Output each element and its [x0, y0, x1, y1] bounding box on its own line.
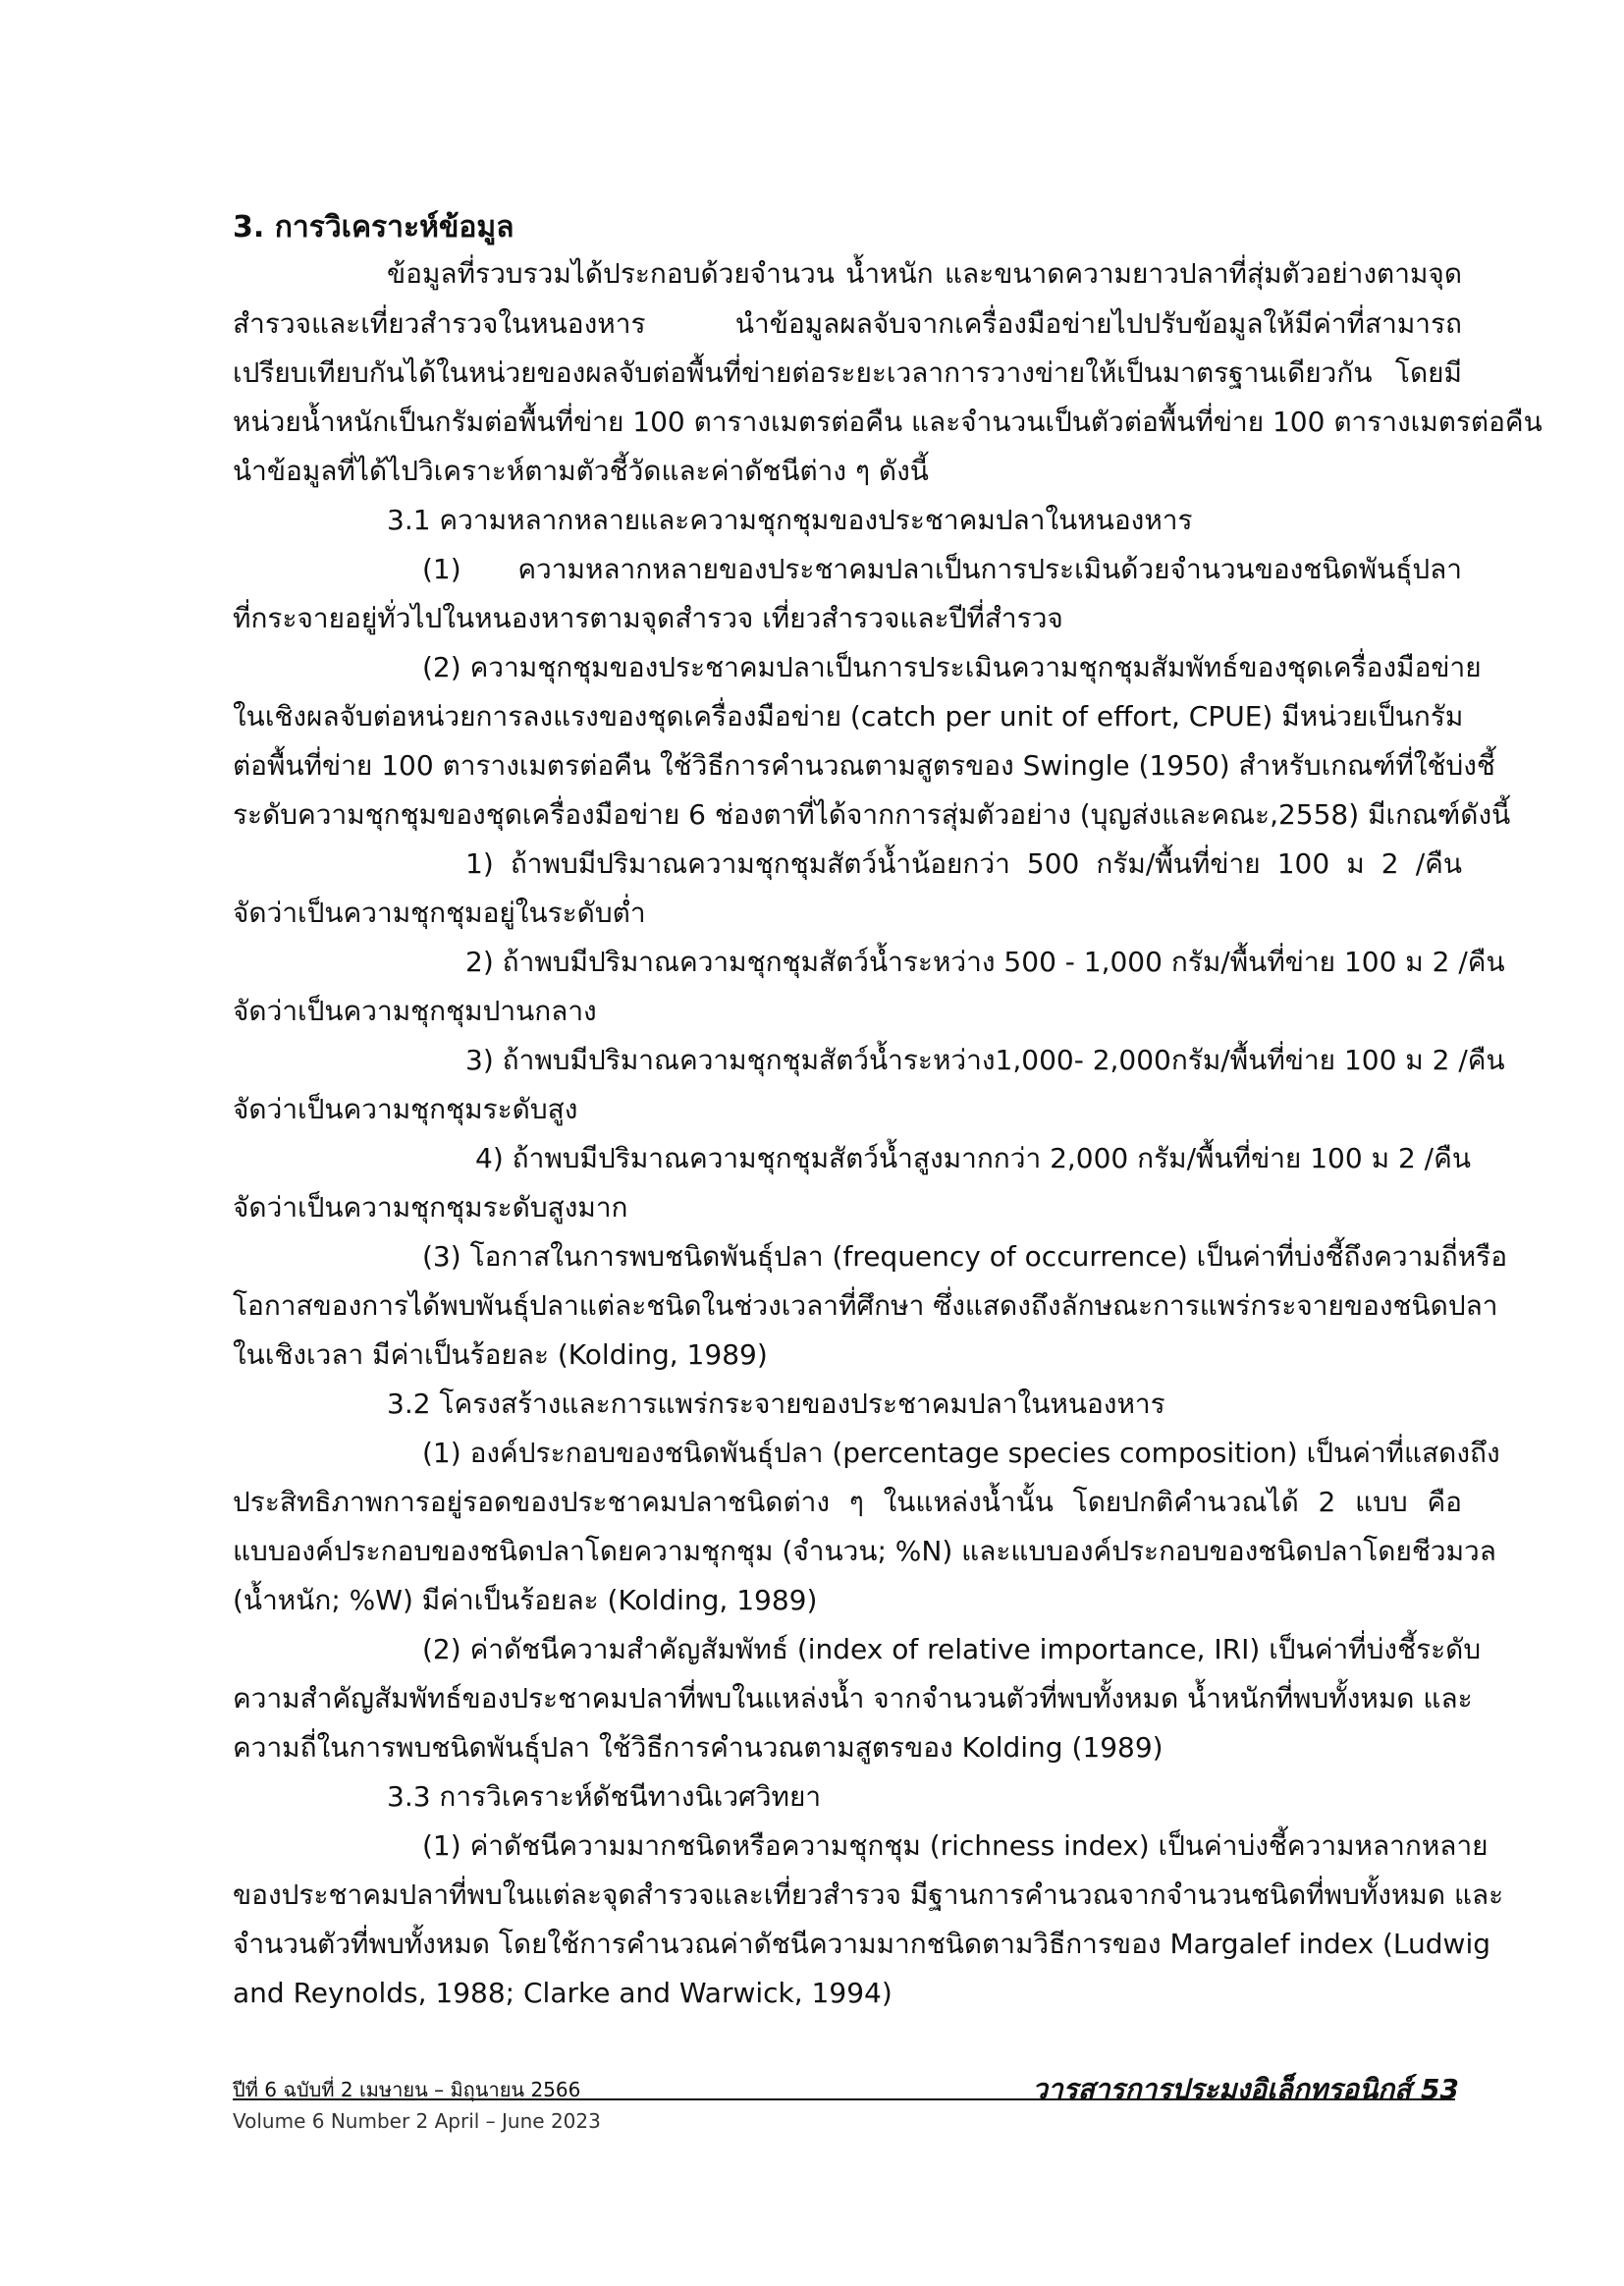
subsection-heading: 3.3 การวิเคราะห์ดัชนีทางนิเวศวิทยา — [387, 1780, 822, 1813]
footer-journal-title: วารสารการประมงอิเล็กทรอนิกส์ 53 — [1032, 2073, 1459, 2105]
paragraph-line: ความสำคัญสัมพัทธ์ของประชาคมปลาที่พบในแหล่งน้ำ จากจำนวนตัวที่พบทั้งหมด น้ำหนักที่พบทั้งหมด และ — [233, 1682, 1473, 1714]
paragraph-line: ข้อมูลที่รวบรวมได้ประกอบด้วยจำนวน น้ำหนัก และขนาดความยาวปลาที่สุ่มตัวอย่างตามจุด — [387, 257, 1462, 290]
paragraph-line: จำนวนตัวที่พบทั้งหมด โดยใช้การคำนวณค่าดัชนีความมากชนิดตามวิธีการของ Margalef index (Ludwig — [233, 1928, 1490, 1960]
criteria-line: จัดว่าเป็นความชุกชุมปานกลาง — [233, 995, 597, 1027]
paragraph-line: (1) ความหลากหลายของประชาคมปลาเป็นการประเมินด้วยจำนวนของชนิดพันธุ์ปลา — [422, 553, 1462, 585]
subsection-heading: 3.2 โครงสร้างและการแพร่กระจายของประชาคมปลาในหนองหาร — [387, 1388, 1165, 1420]
paragraph-line: ประสิทธิภาพการอยู่รอดของประชาคมปลาชนิดต่าง ๆ ในแหล่งน้ำนั้น โดยปกติคำนวณได้ 2 แบบ คือ — [233, 1486, 1462, 1518]
criteria-line: จัดว่าเป็นความชุกชุมระดับสูง — [233, 1093, 578, 1125]
paragraph-line: นำข้อมูลที่ได้ไปวิเคราะห์ตามตัวชี้วัดและค่าดัชนีต่าง ๆ ดังนี้ — [233, 455, 929, 487]
paragraph-line: (3) โอกาสในการพบชนิดพันธุ์ปลา (frequency of occurrence) เป็นค่าที่บ่งชี้ถึงความถี่หรือ — [422, 1240, 1508, 1273]
paragraph-line: (1) ค่าดัชนีความมากชนิดหรือความชุกชุม (richness index) เป็นค่าบ่งชี้ความหลากหลาย — [422, 1829, 1489, 1862]
paragraph-line: สำรวจและเที่ยวสำรวจในหนองหาร นำข้อมูลผลจับจากเครื่องมือข่ายไปปรับข้อมูลให้มีค่าที่สามารถ — [233, 307, 1462, 340]
paragraph-line: โอกาสของการได้พบพันธุ์ปลาแต่ละชนิดในช่วงเวลาที่ศึกษา ซึ่งแสดงถึงลักษณะการแพร่กระจายของชนิดปลา — [233, 1289, 1498, 1322]
paragraph-line: แบบองค์ประกอบของชนิดปลาโดยความชุกชุม (จำนวน; %N) และแบบองค์ประกอบของชนิดปลาโดยชีวมวล — [233, 1535, 1496, 1567]
criteria-line: 2) ถ้าพบมีปริมาณความชุกชุมสัตว์น้ำระหว่าง 500 - 1,000 กรัม/พื้นที่ข่าย 100 ม 2 /คืน — [465, 946, 1505, 978]
paragraph-line: หน่วยน้ำหนักเป็นกรัมต่อพื้นที่ข่าย 100 ตารางเมตรต่อคืน และจำนวนเป็นตัวต่อพื้นที่ข่าย 100 ตารางเมตรต่อคืน — [233, 406, 1543, 438]
paragraph-line: (2) ความชุกชุมของประชาคมปลาเป็นการประเมินความชุกชุมสัมพัทธ์ของชุดเครื่องมือข่าย — [422, 651, 1482, 683]
criteria-line: 4) ถ้าพบมีปริมาณความชุกชุมสัตว์น้ำสูงมากกว่า 2,000 กรัม/พื้นที่ข่าย 100 ม 2 /คืน — [475, 1142, 1471, 1174]
paragraph-line: ที่กระจายอยู่ทั่วไปในหนองหารตามจุดสำรวจ เที่ยวสำรวจและปีที่สำรวจ — [233, 602, 1063, 634]
paragraph-line: ในเชิงเวลา มีค่าเป็นร้อยละ (Kolding, 1989) — [233, 1338, 768, 1371]
footer-issue-english: Volume 6 Number 2 April – June 2023 — [233, 2109, 601, 2133]
criteria-line: 1) ถ้าพบมีปริมาณความชุกชุมสัตว์น้ำน้อยกว่า 500 กรัม/พื้นที่ข่าย 100 ม 2 /คืน — [465, 847, 1462, 880]
paragraph-line: ความถี่ในการพบชนิดพันธุ์ปลา ใช้วิธีการคำนวณตามสูตรของ Kolding (1989) — [233, 1731, 1164, 1764]
paragraph-line: ระดับความชุกชุมของชุดเครื่องมือข่าย 6 ช่องตาที่ได้จากการสุ่มตัวอย่าง (บุญส่งและคณะ,2558) มีเกณฑ์ดังนี้ — [233, 798, 1511, 831]
paragraph-line: and Reynolds, 1988; Clarke and Warwick, 1994) — [233, 1977, 893, 2009]
paragraph-line: ในเชิงผลจับต่อหน่วยการลงแรงของชุดเครื่องมือข่าย (catch per unit of effort, CPUE) มีหน่วยเป็นกรัม — [233, 700, 1464, 733]
paragraph-line: (2) ค่าดัชนีความสำคัญสัมพัทธ์ (index of relative importance, IRI) เป็นค่าที่บ่งชี้ระดับ — [422, 1633, 1482, 1665]
criteria-line: จัดว่าเป็นความชุกชุมอยู่ในระดับต่ำ — [233, 897, 646, 929]
paragraph-line: (น้ำหนัก; %W) มีค่าเป็นร้อยละ (Kolding, 1989) — [233, 1584, 818, 1616]
section-heading: 3. การวิเคราะห์ข้อมูล — [233, 210, 514, 245]
criteria-line: จัดว่าเป็นความชุกชุมระดับสูงมาก — [233, 1191, 628, 1224]
criteria-line: 3) ถ้าพบมีปริมาณความชุกชุมสัตว์น้ำระหว่าง1,000- 2,000กรัม/พื้นที่ข่าย 100 ม 2 /คืน — [465, 1044, 1505, 1076]
paragraph-line: เปรียบเทียบกันได้ในหน่วยของผลจับต่อพื้นที่ข่ายต่อระยะเวลาการวางข่ายให้เป็นมาตรฐานเดียวกัน โดยมี — [233, 356, 1462, 389]
paragraph-line: ของประชาคมปลาที่พบในแต่ละจุดสำรวจและเที่ยวสำรวจ มีฐานการคำนวณจากจำนวนชนิดที่พบทั้งหมด และ — [233, 1878, 1504, 1911]
paragraph-line: (1) องค์ประกอบของชนิดพันธุ์ปลา (percentage species composition) เป็นค่าที่แสดงถึง — [422, 1437, 1500, 1469]
paragraph-line: ต่อพื้นที่ข่าย 100 ตารางเมตรต่อคืน ใช้วิธีการคำนวณตามสูตรของ Swingle (1950) สำหรับเกณฑ์ที่ใช้บ่งชี้ — [233, 749, 1495, 782]
footer-issue-thai: ปีที่ 6 ฉบับที่ 2 เมษายน – มิถุนายน 2566 — [233, 2078, 581, 2101]
subsection-heading: 3.1 ความหลากหลายและความชุกชุมของประชาคมปลาในหนองหาร — [387, 504, 1193, 536]
